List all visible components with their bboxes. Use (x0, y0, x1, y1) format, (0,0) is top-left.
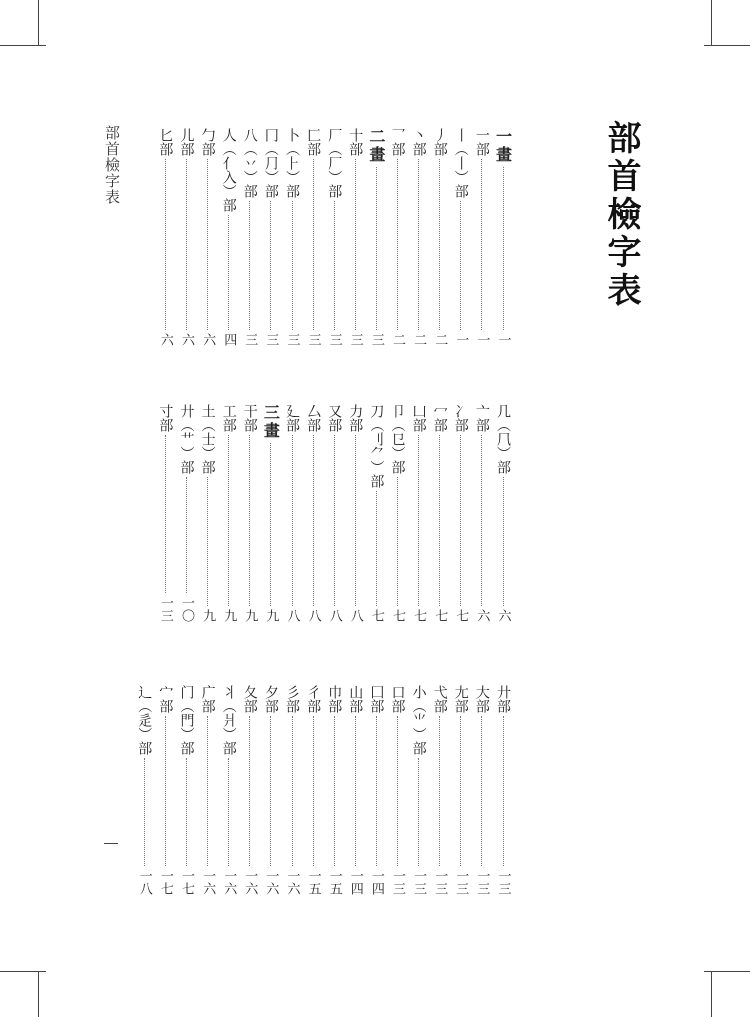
radical-entry (410, 685, 428, 895)
radical-entry (304, 404, 322, 622)
page-number: 一六 (242, 869, 258, 895)
radical-name: 匕部 (157, 128, 174, 156)
radical-entry (262, 685, 280, 895)
dot-leader (397, 716, 398, 866)
radical-entry (389, 685, 407, 895)
radical-name: 工部 (220, 404, 237, 432)
radical-entry (431, 404, 449, 622)
dot-leader (207, 716, 208, 866)
dot-leader (460, 201, 461, 330)
dot-leader (481, 159, 482, 330)
radical-entry (199, 128, 217, 346)
radical-name: 廾（⺾）部 (178, 404, 195, 474)
crop-mark (711, 0, 712, 46)
page-number: 七 (390, 609, 405, 622)
radical-name: 一部 (473, 128, 490, 156)
radical-entry (283, 685, 301, 895)
radical-entry (178, 685, 196, 895)
page-number: 六 (157, 333, 173, 346)
radical-name: 凵部 (410, 404, 427, 432)
page-number: 一七 (157, 869, 173, 895)
dot-leader (503, 477, 504, 606)
dot-leader (334, 435, 335, 606)
radical-entry (262, 128, 280, 346)
page-number: 一三 (474, 869, 490, 895)
dot-leader (207, 159, 208, 330)
page-number: 一五 (326, 869, 342, 895)
page-number: 一三 (432, 869, 448, 895)
crop-mark (711, 971, 712, 1017)
crop-mark (704, 971, 750, 972)
page-number: 一四 (347, 869, 363, 895)
radical-name: 冫部 (452, 404, 469, 432)
radical-entry (241, 404, 259, 622)
page-number: 一三 (453, 869, 469, 895)
radical-entry (325, 404, 343, 622)
radical-entry (410, 128, 428, 346)
radical-name: 丶部 (410, 128, 427, 156)
page-number: 一三 (390, 869, 405, 895)
radical-entry (135, 685, 153, 895)
dot-leader (481, 716, 482, 866)
page-number: 六 (495, 609, 511, 622)
page-number: 八 (347, 609, 363, 622)
page-number: 一八 (136, 869, 152, 895)
radical-name: 夂部 (241, 685, 258, 713)
radical-name: 八（丷）部 (241, 128, 258, 198)
page-number: 七 (368, 609, 384, 622)
dot-leader (355, 716, 356, 866)
page-number: 三 (242, 333, 258, 346)
dot-leader (292, 435, 293, 606)
dot-leader (165, 716, 166, 866)
dot-leader (397, 477, 398, 606)
radical-name: 十部 (347, 128, 364, 156)
radical-name: 儿部 (178, 128, 195, 156)
radical-entry (241, 128, 259, 346)
radical-name: 囗部 (368, 685, 385, 713)
page-number: 二 (432, 333, 448, 346)
radical-entry (473, 685, 491, 895)
radical-name: 几（⺇）部 (495, 404, 511, 474)
page-number: 一七 (179, 869, 194, 895)
stroke-count-heading (262, 404, 280, 622)
heading-label: 二畫 (367, 128, 386, 164)
radical-name: 匚部 (305, 128, 322, 156)
radical-name: 彳部 (305, 685, 322, 713)
crop-mark (0, 45, 46, 46)
radical-entry (494, 404, 512, 622)
radical-entry (452, 404, 470, 622)
page-number: 九 (200, 609, 216, 622)
stroke-count-heading (367, 128, 385, 346)
dot-leader (334, 201, 335, 330)
dot-leader (313, 435, 314, 606)
page-number: 八 (284, 609, 300, 622)
dot-leader (418, 758, 419, 866)
dot-leader (292, 716, 293, 866)
dot-leader (418, 435, 419, 606)
page-number: 一〇 (179, 596, 194, 622)
dot-leader (503, 716, 504, 866)
radical-name: 丬（爿）部 (220, 685, 237, 755)
radical-name: 乛部 (389, 128, 406, 156)
radical-entry (156, 404, 174, 622)
radical-entry (199, 685, 217, 895)
page-number: 一三 (411, 869, 427, 895)
page-number: 七 (411, 609, 427, 622)
page-number: 九 (242, 609, 258, 622)
dot-leader (207, 477, 208, 606)
dot-leader (376, 716, 377, 866)
page-number: 一六 (284, 869, 300, 895)
radical-name: 山部 (347, 685, 364, 713)
radical-name: 弋部 (431, 685, 448, 713)
page-number: 三 (284, 333, 300, 346)
page-number: 三 (305, 333, 321, 346)
radical-name: 勹部 (199, 128, 216, 156)
page-number: 一六 (221, 869, 237, 895)
dot-leader (186, 758, 187, 866)
page-number: 三 (326, 333, 342, 346)
crop-mark (704, 45, 750, 46)
dot-leader (503, 167, 504, 330)
radical-entry (304, 685, 322, 895)
dot-leader (481, 435, 482, 606)
radical-entry (156, 128, 174, 346)
radical-name: 人（亻入）部 (220, 128, 237, 212)
radical-name: 亠部 (473, 404, 490, 432)
dot-leader (439, 435, 440, 606)
dot-leader (186, 159, 187, 330)
page-title: 部首檢字表 (601, 120, 641, 310)
dot-leader (270, 716, 271, 866)
radical-entry (304, 128, 322, 346)
folio-page-number (104, 843, 118, 844)
radical-entry (199, 404, 217, 622)
page-number: 一六 (200, 869, 216, 895)
radical-name: 彡部 (284, 685, 300, 713)
radical-entry (494, 685, 512, 895)
page-number: 三 (347, 333, 363, 346)
dot-leader (270, 201, 271, 330)
radical-name: 辶（辵）部 (136, 685, 153, 755)
dot-leader (228, 435, 229, 606)
radical-name: 门（門）部 (178, 685, 195, 755)
dot-leader (313, 716, 314, 866)
radical-entry (346, 128, 364, 346)
radical-name: 卜（⺊）部 (284, 128, 300, 198)
radical-entry (346, 404, 364, 622)
radical-name: 廾部 (495, 685, 511, 713)
radical-entry (452, 128, 470, 346)
radical-entry (220, 128, 238, 346)
radical-entry (389, 404, 407, 622)
radical-name: 尢部 (452, 685, 469, 713)
radical-name: 小（⺌）部 (410, 685, 427, 755)
dot-leader (249, 201, 250, 330)
page-number: 一六 (263, 869, 279, 895)
page-number: 一 (453, 333, 469, 346)
radical-name: 土（士）部 (199, 404, 216, 474)
dot-leader (439, 716, 440, 866)
radical-entry (325, 685, 343, 895)
heading-label: 三畫 (261, 404, 280, 440)
dot-leader (439, 159, 440, 330)
page-number: 七 (432, 609, 448, 622)
page-number: 一五 (305, 869, 321, 895)
page-number: 八 (305, 609, 321, 622)
radical-entry (473, 404, 491, 622)
radical-entry (283, 404, 301, 622)
radical-entry (220, 685, 238, 895)
radical-name: 宀部 (157, 685, 174, 713)
dot-leader (249, 716, 250, 866)
radical-name: 广部 (199, 685, 216, 713)
page-number: 六 (200, 333, 216, 346)
radical-name: 力部 (347, 404, 364, 432)
page-number: 七 (453, 609, 469, 622)
crop-mark (38, 971, 39, 1017)
dot-leader (313, 159, 314, 330)
page-number: 六 (179, 333, 194, 346)
page-number: 九 (221, 609, 237, 622)
radical-name: 丨（丨）部 (452, 128, 469, 198)
radical-name: 卩（㔾）部 (389, 404, 406, 474)
radical-entry (156, 685, 174, 895)
radical-name: 冂（⺆）部 (262, 128, 279, 198)
dot-leader (165, 159, 166, 330)
radical-name: 冖部 (431, 404, 448, 432)
page-number: 六 (474, 609, 490, 622)
dot-leader (249, 435, 250, 606)
page-number: 三 (263, 333, 279, 346)
stroke-count-heading (494, 128, 512, 346)
dot-leader (228, 758, 229, 866)
radical-name: 又部 (326, 404, 343, 432)
radical-entry (389, 128, 407, 346)
page-number: 一 (495, 333, 511, 346)
radical-entry (431, 685, 449, 895)
dot-leader (270, 443, 271, 606)
heading-label: 一畫 (494, 128, 512, 164)
running-header: 部首檢字表 (103, 125, 121, 205)
radical-entry (367, 404, 385, 622)
dot-leader (165, 435, 166, 593)
dot-leader (186, 477, 187, 593)
page-number: 一三 (157, 596, 173, 622)
dot-leader (376, 491, 377, 606)
radical-name: 厶部 (305, 404, 322, 432)
radical-name: 夕部 (262, 685, 279, 713)
page-number: 八 (326, 609, 342, 622)
page-number: 一三 (495, 869, 511, 895)
radical-name: 厂（厂）部 (326, 128, 343, 198)
radical-name: 丿部 (431, 128, 448, 156)
dot-leader (144, 758, 145, 866)
radical-entry (452, 685, 470, 895)
radical-entry (346, 685, 364, 895)
radical-name: 寸部 (157, 404, 174, 432)
dot-leader (460, 435, 461, 606)
dot-leader (376, 167, 377, 330)
radical-name: 干部 (241, 404, 258, 432)
radical-entry (241, 685, 259, 895)
radical-entry (410, 404, 428, 622)
radical-name: 口部 (389, 685, 406, 713)
radical-name: 刀（刂⺈）部 (368, 404, 385, 488)
radical-entry (431, 128, 449, 346)
radical-entry (325, 128, 343, 346)
crop-mark (38, 0, 39, 46)
radical-name: 巾部 (326, 685, 343, 713)
radical-entry (473, 128, 491, 346)
dot-leader (355, 159, 356, 330)
dot-leader (460, 716, 461, 866)
dot-leader (334, 716, 335, 866)
dot-leader (397, 159, 398, 330)
radical-name: 廴部 (284, 404, 300, 432)
radical-entry (367, 685, 385, 895)
crop-mark (0, 971, 46, 972)
page-number: 一四 (368, 869, 384, 895)
page-number: 九 (263, 609, 279, 622)
page-number: 一 (474, 333, 490, 346)
radical-entry (283, 128, 301, 346)
page-number: 三 (368, 333, 384, 346)
dot-leader (418, 159, 419, 330)
dot-leader (228, 215, 229, 330)
radical-entry (178, 404, 196, 622)
dot-leader (355, 435, 356, 606)
page-number: 二 (390, 333, 405, 346)
radical-name: 大部 (473, 685, 490, 713)
dot-leader (292, 201, 293, 330)
page-number: 二 (411, 333, 427, 346)
page-number: 四 (221, 333, 237, 346)
radical-entry (178, 128, 196, 346)
radical-entry (220, 404, 238, 622)
